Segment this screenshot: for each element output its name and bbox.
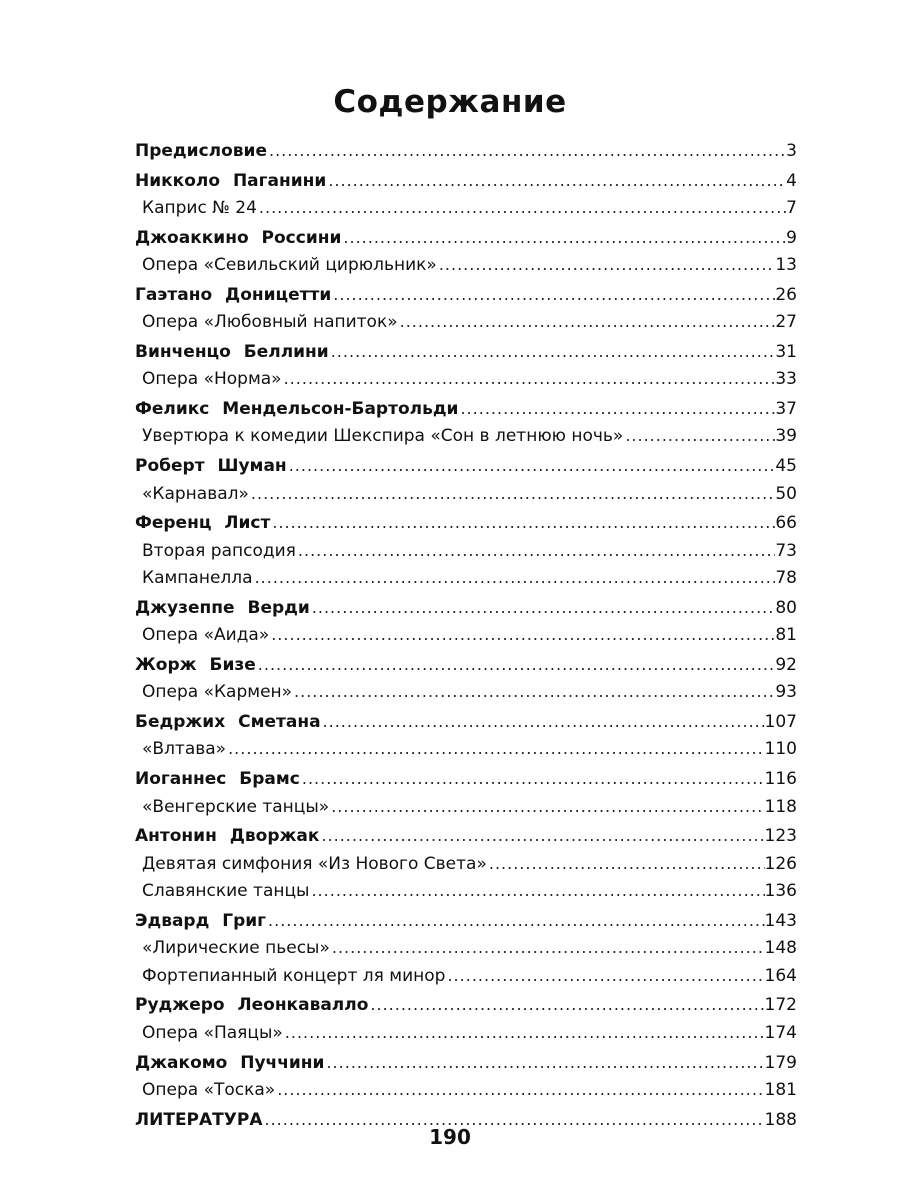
dot-leader [437, 255, 776, 274]
toc-entry-label: Кампанелла [142, 568, 253, 589]
toc-entry-composer [135, 141, 797, 169]
toc-entry-label: Иоганнес Брамс [135, 769, 300, 790]
toc-entry-work [135, 568, 797, 596]
toc-entry-page: 81 [775, 625, 797, 646]
toc-entry-label: Каприс № 24 [142, 198, 257, 219]
toc-entry-label: Джакомо Пуччини [135, 1052, 325, 1073]
dot-leader [324, 1053, 764, 1072]
dot-leader [282, 369, 776, 388]
toc-entry-work [135, 797, 797, 825]
toc-entry-work [135, 484, 797, 512]
toc-entry-composer [135, 911, 797, 939]
toc-entry-label: Жорж Бизе [135, 654, 256, 675]
dot-leader [253, 568, 776, 587]
toc-entry-composer [135, 171, 797, 199]
toc-entry-page: 66 [775, 513, 797, 534]
toc-entry-page: 181 [764, 1080, 797, 1101]
toc-entry-work [135, 682, 797, 710]
toc-entry-work [135, 426, 797, 454]
toc-entry-composer [135, 1053, 797, 1081]
toc-entry-page: 31 [775, 341, 797, 362]
toc-entry-composer [135, 826, 797, 854]
toc-entry-label: Гаэтано Доницетти [135, 284, 332, 305]
dot-leader [487, 854, 765, 873]
toc-entry-page: 174 [764, 1022, 797, 1043]
toc-entry-label: Вторая рапсодия [142, 540, 296, 561]
dot-leader [267, 141, 786, 160]
toc-entry-work [135, 938, 797, 966]
toc-entry-page: 116 [764, 769, 797, 790]
dot-leader [398, 312, 776, 331]
dot-leader [329, 797, 764, 816]
toc-entry-page: 110 [764, 739, 797, 760]
toc-entry-page: 136 [764, 881, 797, 902]
dot-leader [329, 342, 776, 361]
dot-leader [321, 712, 765, 731]
toc-entry-page: 93 [775, 682, 797, 703]
toc-entry-composer [135, 995, 797, 1023]
toc-entry-label: Славянские танцы [142, 881, 310, 902]
dot-leader [309, 881, 764, 900]
toc-entry-page: 37 [775, 398, 797, 419]
dot-leader [296, 541, 775, 560]
toc-entry-page: 73 [775, 540, 797, 561]
dot-leader [623, 426, 775, 445]
toc-entry-work [135, 312, 797, 340]
toc-entry-page: 13 [775, 255, 797, 276]
toc-entry-label: «Влтава» [142, 739, 227, 760]
dot-leader [270, 513, 775, 532]
toc-entry-work [135, 541, 797, 569]
toc-entry-page: 123 [764, 826, 797, 847]
toc-entry-composer [135, 712, 797, 740]
page-number: 190 [429, 1125, 471, 1149]
dot-leader [257, 198, 786, 217]
toc-entry-page: 7 [786, 198, 797, 219]
dot-leader [368, 995, 764, 1014]
toc-entry-work [135, 739, 797, 767]
dot-leader [292, 682, 775, 701]
toc-entry-label: Опера «Норма» [142, 369, 282, 390]
toc-entry-page: 39 [775, 426, 797, 447]
toc-entry-composer [135, 655, 797, 683]
dot-leader [249, 484, 775, 503]
toc-entry-work [135, 1080, 797, 1108]
dot-leader [269, 625, 775, 644]
toc-entry-page: 92 [775, 654, 797, 675]
dot-leader [275, 1080, 764, 1099]
toc-entry-label: Феликс Мендельсон-Бартольди [135, 398, 459, 419]
dot-leader [266, 911, 765, 930]
toc-entry-label: Девятая симфония «Из Нового Света» [142, 853, 487, 874]
toc-entry-label: Фортепианный концерт ля минор [142, 965, 446, 986]
toc-entry-label: «Венгерские танцы» [142, 796, 330, 817]
toc-entry-composer [135, 285, 797, 313]
toc-entry-label: Ференц Лист [135, 513, 271, 534]
toc-entry-work [135, 966, 797, 994]
toc-entry-work [135, 369, 797, 397]
dot-leader [283, 1023, 765, 1042]
toc-entry-page: 26 [775, 284, 797, 305]
toc-entry-page: 126 [764, 853, 797, 874]
toc-entry-page: 4 [786, 170, 797, 191]
toc-entry-page: 107 [764, 711, 797, 732]
toc-entry-label: Опера «Тоска» [142, 1080, 276, 1101]
toc-entry-page: 118 [764, 796, 797, 817]
dot-leader [330, 938, 765, 957]
toc-entry-label: Эдвард Григ [135, 910, 267, 931]
page-title: Содержание [333, 84, 567, 120]
dot-leader [300, 769, 765, 788]
toc-entry-label: Бедржих Сметана [135, 711, 321, 732]
toc-entry-label: Увертюра к комедии Шекспира «Сон в летнюю ночь» [142, 426, 624, 447]
dot-leader [310, 598, 776, 617]
toc-entry-label: Никколо Паганини [135, 170, 327, 191]
toc-entry-page: 188 [764, 1109, 797, 1130]
toc-entry-label: Опера «Кармен» [142, 682, 293, 703]
toc-entry-page: 33 [775, 369, 797, 390]
toc-entry-page: 9 [786, 227, 797, 248]
dot-leader [331, 285, 775, 304]
toc-entry-page: 80 [775, 597, 797, 618]
toc-entry-page: 172 [764, 995, 797, 1016]
toc-entry-label: Опера «Аида» [142, 625, 270, 646]
toc-entry-page: 27 [775, 312, 797, 333]
dot-leader [256, 655, 776, 674]
toc-entry-page: 164 [764, 965, 797, 986]
toc-entry-label: ЛИТЕРАТУРА [135, 1109, 263, 1130]
toc-entry-label: «Лирические пьесы» [142, 938, 330, 959]
toc-entry-label: Предисловие [135, 141, 267, 161]
dot-leader [326, 171, 786, 190]
toc-entry-work [135, 1023, 797, 1051]
toc-entry-work [135, 198, 797, 226]
dot-leader [226, 739, 764, 758]
toc-entry-page: 78 [775, 568, 797, 589]
toc-entry-composer [135, 399, 797, 427]
dot-leader [341, 228, 786, 247]
toc-entry-work [135, 625, 797, 653]
dot-leader [445, 966, 764, 985]
toc-entry-page: 148 [764, 938, 797, 959]
toc-entry-page: 143 [764, 910, 797, 931]
toc-entry-page: 3 [786, 141, 797, 161]
toc-entry-page: 50 [775, 483, 797, 504]
toc-entry-label: Руджеро Леонкавалло [135, 995, 369, 1016]
toc-entry-composer [135, 513, 797, 541]
toc-entry-composer [135, 228, 797, 256]
toc-entry-label: Опера «Севильский цирюльник» [142, 255, 437, 276]
toc-entry-work [135, 854, 797, 882]
toc-entry-label: Роберт Шуман [135, 456, 287, 477]
toc-entry-composer [135, 342, 797, 370]
dot-leader [458, 399, 775, 418]
toc-entry-work [135, 881, 797, 909]
toc-entry-composer [135, 598, 797, 626]
toc-entry-page: 179 [764, 1052, 797, 1073]
dot-leader [319, 826, 764, 845]
toc-entry-label: Винченцо Беллини [135, 341, 329, 362]
toc-entry-label: Джоаккино Россини [135, 227, 342, 248]
toc-entry-composer [135, 456, 797, 484]
table-of-contents [135, 141, 797, 1137]
toc-entry-label: «Карнавал» [142, 483, 249, 504]
toc-entry-page: 45 [775, 456, 797, 477]
toc-entry-composer [135, 769, 797, 797]
dot-leader [287, 456, 776, 475]
toc-entry-label: Антонин Дворжак [135, 826, 320, 847]
toc-entry-label: Опера «Любовный напиток» [142, 312, 398, 333]
toc-entry-work [135, 255, 797, 283]
toc-entry-label: Джузеппе Верди [135, 597, 310, 618]
toc-entry-label: Опера «Паяцы» [142, 1022, 283, 1043]
